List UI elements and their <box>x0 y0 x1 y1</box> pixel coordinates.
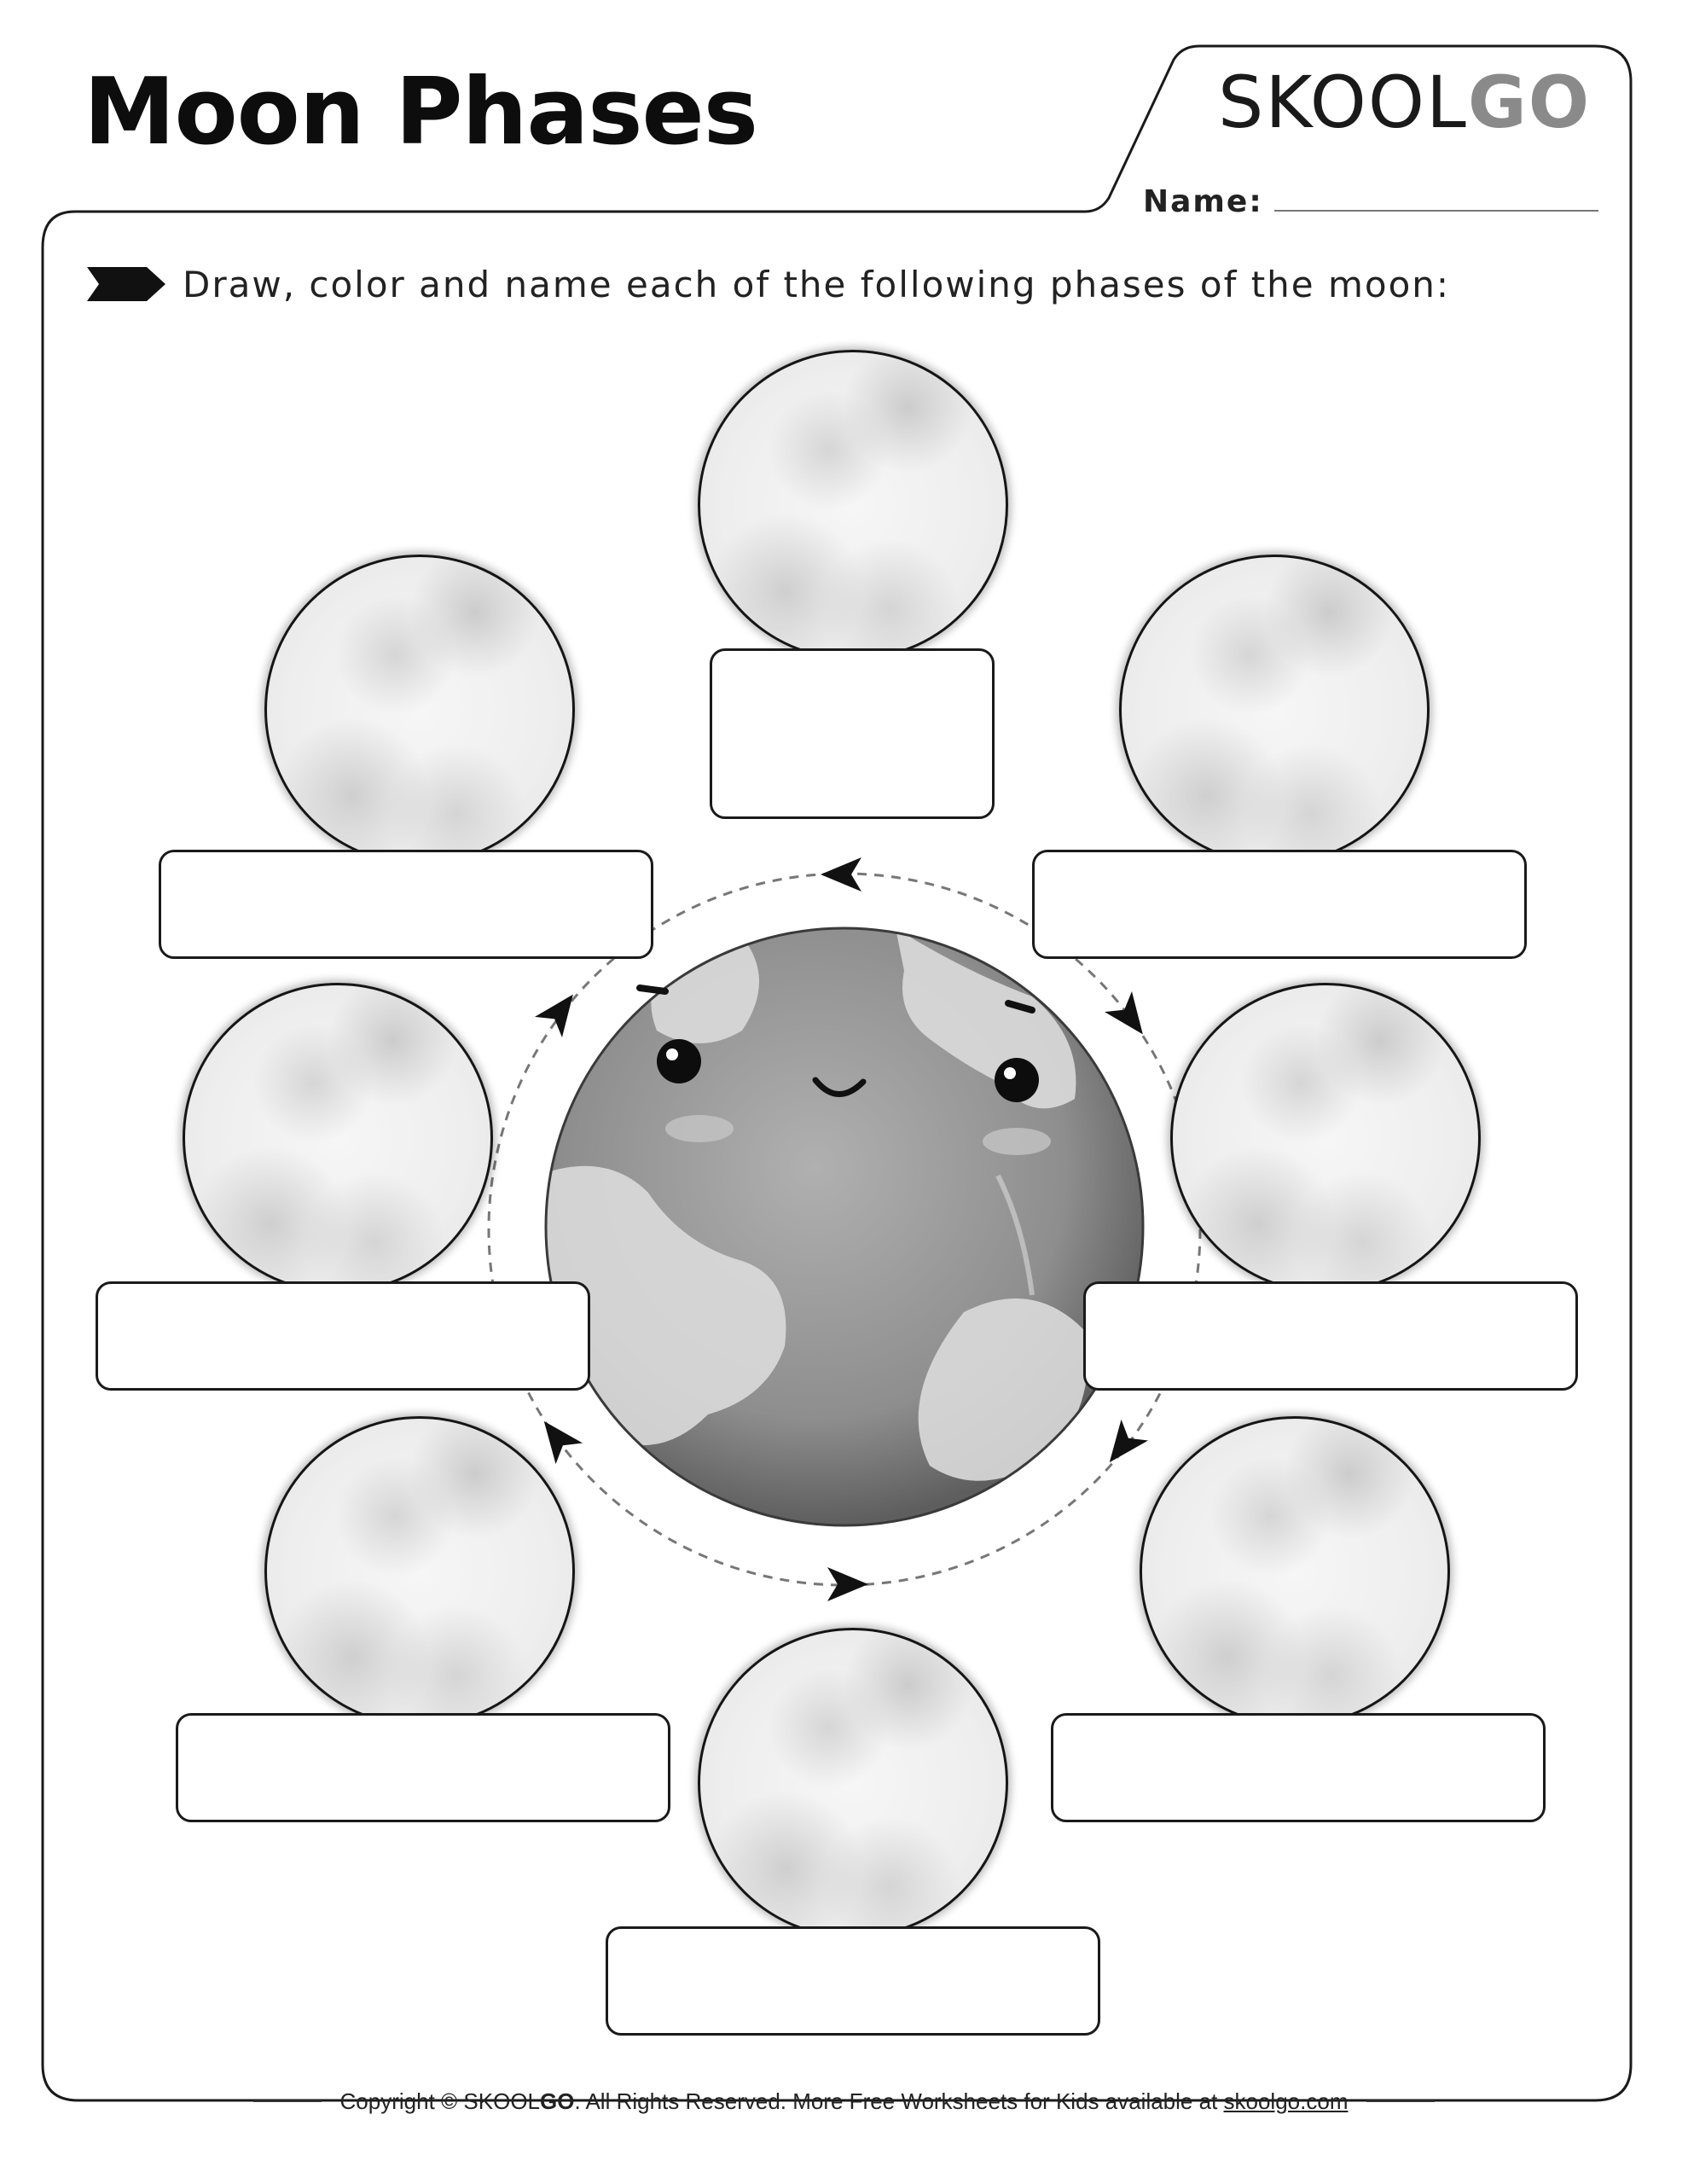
label-box-top[interactable] <box>710 648 995 819</box>
moon-upper-left[interactable] <box>264 555 575 865</box>
footer <box>0 2084 1688 2118</box>
label-box-right[interactable] <box>1083 1281 1578 1391</box>
footer-divider <box>253 2100 322 2102</box>
label-box-left[interactable] <box>96 1281 590 1391</box>
brand-prefix: SKOOL <box>1218 61 1468 144</box>
footer-text <box>340 2088 1349 2115</box>
moon-left[interactable] <box>183 983 493 1293</box>
footer-link[interactable]: skoolgo.com <box>1223 2088 1349 2114</box>
instruction-text: Draw, color and name each of the following phases of the moon: <box>183 263 1451 305</box>
label-box-upper-left[interactable] <box>159 850 653 959</box>
page-title: Moon Phases <box>84 59 758 166</box>
earth-illustration <box>486 868 1203 1585</box>
moon-lower-left[interactable] <box>264 1416 575 1727</box>
label-box-lower-left[interactable] <box>176 1713 670 1822</box>
label-box-lower-right[interactable] <box>1051 1713 1546 1822</box>
footer-copyright-prefix: Copyright © <box>339 2088 464 2114</box>
moon-top[interactable] <box>698 350 1008 660</box>
label-box-bottom[interactable] <box>606 1926 1100 2036</box>
moon-bottom[interactable] <box>698 1628 1008 1938</box>
footer-brand-prefix: SKOOL <box>463 2088 540 2114</box>
name-label: Name: <box>1143 184 1263 219</box>
moon-upper-right[interactable] <box>1119 555 1430 865</box>
footer-copyright-middle: . All Rights Reserved. More Free Worksheets for Kids available at <box>574 2088 1224 2114</box>
footer-brand-suffix: GO <box>540 2088 575 2114</box>
moon-lower-right[interactable] <box>1140 1416 1450 1727</box>
footer-divider <box>1366 2100 1435 2102</box>
brand-suffix: GO <box>1467 61 1592 144</box>
moon-right[interactable] <box>1170 983 1481 1293</box>
label-box-upper-right[interactable] <box>1032 850 1527 959</box>
